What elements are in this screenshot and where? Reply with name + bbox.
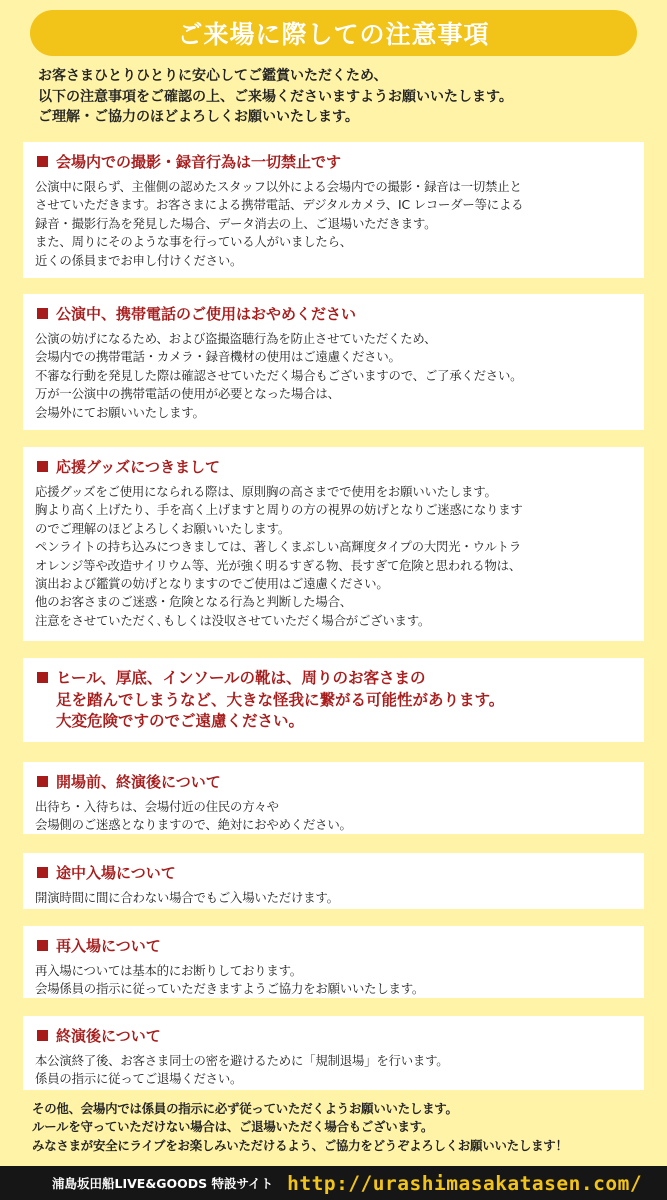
warning-line: 足を踏んでしまうなど、大きな怪我に繋がる可能性があります。 [56,690,505,709]
closing-line: ルールを守っていただけない場合は、ご退場いただく場合もございます。 [32,1119,434,1135]
square-bullet-icon [37,776,48,787]
body-line: 出待ち・入待ちは、会場付近の住民の方々や [35,799,279,814]
intro-line: ご理解・ご協力のほどよろしくお願いいたします。 [38,109,359,125]
square-bullet-icon [37,308,48,319]
section-after-show [23,1016,644,1090]
section-heading: 開場前、終演後について [35,770,632,792]
section-heading: 途中入場について [35,861,632,883]
section-body [35,962,632,999]
section-heading: 公演中、携帯電話のご使用はおやめください [35,302,632,324]
body-line: 公演中に限らず、主催側の認めたスタッフ以外による会場内での撮影・録音は一切禁止と [35,179,522,194]
body-line: 演出および鑑賞の妨げとなりますのでご使用はご遠慮ください。 [35,576,389,592]
page-title: ご来場に際しての注意事項 [177,20,490,49]
body-line: 注意をさせていただく､もしくは没収させていただく場合がございます。 [35,612,431,628]
body-line: オレンジ等や改造サイリウム等、光が強く明るすぎる物、長すぎて危険と思われる物は、 [35,557,522,573]
body-line: 胸より高く上げたり、手を高く上げますと周りの方の視界の妨げとなりご迷惑になります [35,502,523,518]
warning-line: ヒール、厚底、インソールの靴は、周りのお客さまの [35,668,632,690]
section-heading: 終演後について [35,1024,632,1046]
section-heading: 応援グッズにつきまして [35,455,632,477]
warning-line: 大変危険ですのでご遠慮ください。 [56,712,305,730]
body-line: 会場内での携帯電話・カメラ・録音機材の使用はご遠慮ください。 [35,349,401,365]
site-url-link[interactable]: http://urashimasakatasen.com/ [287,1171,643,1195]
body-line: 会場係員の指示に従っていただきますようご協力をお願いいたします。 [35,981,425,997]
title-banner [30,10,637,56]
square-bullet-icon [37,156,48,167]
closing-line: その他、会場内では係員の指示に必ず従っていただくようお願いいたします。 [32,1101,458,1116]
footwear-warning [23,658,644,742]
section-before-after-show [23,762,644,834]
section-mobile-phone [23,294,644,430]
square-bullet-icon [37,867,48,878]
body-line: 会場外にてお願いいたします。 [35,404,205,420]
section-photography [23,142,644,278]
body-line: 再入場については基本的にお断りしております。 [35,963,302,978]
intro-line: お客さまひとりひとりに安心してご鑑賞いただくため、 [38,68,388,84]
section-cheering-goods [23,447,644,641]
section-body [35,483,632,630]
body-line: 他のお客さまのご迷惑・危険となる行為と判断した場合、 [35,594,352,610]
section-body [35,889,632,907]
body-line: 本公演終了後、お客さま同士の密を避けるために「規制退場」を行います。 [35,1053,449,1068]
square-bullet-icon [37,1030,48,1041]
site-name: 浦島坂田船LIVE&GOODS 特設サイト [52,1176,274,1191]
body-line: 万が一公演中の携帯電話の使用が必要となった場合は、 [35,386,340,402]
body-line: ペンライトの持ち込みにつきましては、著しくまぶしい高輝度タイプの大閃光・ウルトラ [35,539,522,555]
square-bullet-icon [37,672,48,683]
body-line: させていただきます。お客さまによる携帯電話、デジタルカメラ、IC レコーダー等による [35,197,524,213]
intro-text [38,66,648,128]
body-line: 近くの係員までお申し付けください。 [35,252,243,268]
body-line: 応援グッズをご使用になられる際は、原則胸の高さまでで使用をお願いいたします。 [35,484,497,499]
section-body [35,178,632,270]
section-body [35,798,632,835]
square-bullet-icon [37,940,48,951]
closing-text [32,1100,657,1155]
section-body [35,1052,632,1089]
closing-line: みなさまが安全にライブをお楽しみいただけるよう、ご協力をどうぞよろしくお願いいたします！ [32,1137,568,1153]
body-line: 会場側のご迷惑となりますので、絶対におやめください。 [35,817,352,833]
body-line: 録音・撮影行為を発見した場合、データ消去の上、ご退場いただきます。 [35,215,437,231]
body-line: 開演時間に間に合わない場合でもご入場いただけます。 [35,890,339,905]
intro-line: 以下の注意事項をご確認の上、ご来場くださいますようお願いいたします。 [38,88,513,105]
section-heading: 会場内での撮影・録音行為は一切禁止です [35,150,632,172]
body-line: 係員の指示に従ってご退場ください。 [35,1071,243,1087]
body-line: 不審な行動を発見した際は確認させていただく場合もございますので、ご了承ください。 [35,367,523,383]
section-body [35,330,632,422]
body-line: また、周りにそのような事を行っている人がいましたら、 [35,234,352,250]
section-re-entry [23,926,644,998]
section-heading: 再入場について [35,934,632,956]
body-line: 公演の妨げになるため、および盗撮盗聴行為を防止させていただくため、 [35,331,437,346]
square-bullet-icon [37,461,48,472]
footer-bar [0,1166,667,1200]
body-line: のでご理解のほどよろしくお願いいたします。 [35,520,291,536]
section-late-entry [23,853,644,909]
